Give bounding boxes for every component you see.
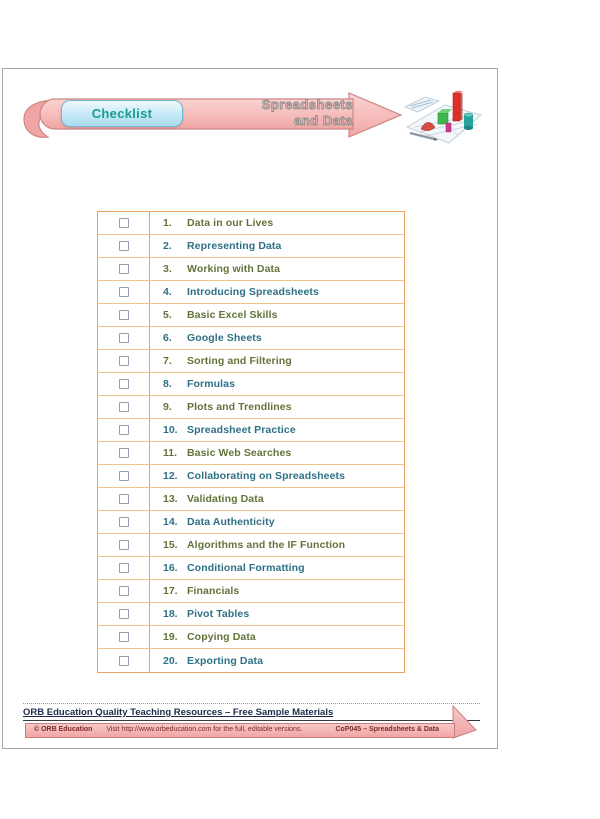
checkbox-cell: [98, 626, 150, 648]
row-text: [150, 281, 404, 303]
row-text: [150, 258, 404, 280]
row-text: [150, 373, 404, 395]
row-label: Plots and Trendlines: [187, 401, 292, 413]
checkbox-cell: [98, 304, 150, 326]
table-row: [98, 350, 404, 373]
row-checkbox[interactable]: [119, 218, 129, 228]
row-number: 16.: [163, 562, 178, 574]
table-row: [98, 419, 404, 442]
banner-title-line1: Spreadsheets: [261, 97, 353, 112]
row-checkbox[interactable]: [119, 494, 129, 504]
row-label: Validating Data: [187, 493, 264, 505]
row-label: Sorting and Filtering: [187, 355, 292, 367]
checkbox-cell: [98, 442, 150, 464]
banner-title-line2: and Data: [294, 113, 353, 128]
checkbox-cell: [98, 488, 150, 510]
table-row: [98, 580, 404, 603]
checkbox-cell: [98, 212, 150, 234]
row-number: 8.: [163, 378, 172, 390]
row-text: [150, 557, 404, 579]
row-checkbox[interactable]: [119, 264, 129, 274]
table-row: [98, 603, 404, 626]
table-row: [98, 626, 404, 649]
row-checkbox[interactable]: [119, 310, 129, 320]
checkbox-cell: [98, 580, 150, 602]
table-row: [98, 557, 404, 580]
table-row: [98, 373, 404, 396]
row-checkbox[interactable]: [119, 402, 129, 412]
table-row: [98, 442, 404, 465]
checkbox-cell: [98, 396, 150, 418]
checkbox-cell: [98, 281, 150, 303]
document-page: [2, 68, 498, 749]
row-text: [150, 304, 404, 326]
row-number: 4.: [163, 286, 172, 298]
row-checkbox[interactable]: [119, 471, 129, 481]
row-number: 11.: [163, 447, 178, 459]
row-text: [150, 442, 404, 464]
checkbox-cell: [98, 419, 150, 441]
checkbox-cell: [98, 557, 150, 579]
row-label: Basic Web Searches: [187, 447, 292, 459]
table-row: [98, 212, 404, 235]
row-number: 15.: [163, 539, 178, 551]
checklist-table: [97, 211, 405, 673]
row-label: Copying Data: [187, 631, 256, 643]
checkbox-cell: [98, 649, 150, 672]
checkbox-cell: [98, 465, 150, 487]
row-text: [150, 649, 404, 672]
checkbox-cell: [98, 350, 150, 372]
footer-heading-text: ORB Education Quality Teaching Resources – Free Sample Materials: [23, 707, 334, 718]
table-row: [98, 649, 404, 672]
checkbox-cell: [98, 603, 150, 625]
row-label: Formulas: [187, 378, 236, 390]
row-label: Working with Data: [187, 263, 281, 275]
checkbox-cell: [98, 373, 150, 395]
row-checkbox[interactable]: [119, 517, 129, 527]
row-checkbox[interactable]: [119, 609, 129, 619]
row-text: [150, 534, 404, 556]
table-row: [98, 258, 404, 281]
row-label: Conditional Formatting: [187, 562, 305, 574]
checklist-button-label: Checklist: [91, 106, 153, 121]
row-text: [150, 511, 404, 533]
row-checkbox[interactable]: [119, 241, 129, 251]
doc-code-text: CoP045 – Spreadsheets & Data: [335, 726, 439, 733]
row-text: [150, 396, 404, 418]
table-row: [98, 327, 404, 350]
row-label: Introducing Spreadsheets: [187, 286, 319, 298]
table-row: [98, 281, 404, 304]
row-number: 7.: [163, 355, 172, 367]
checkbox-cell: [98, 534, 150, 556]
table-row: [98, 534, 404, 557]
row-label: Algorithms and the IF Function: [187, 539, 346, 551]
copyright-text: © ORB Education: [34, 726, 93, 733]
row-checkbox[interactable]: [119, 287, 129, 297]
row-number: 1.: [163, 217, 172, 229]
checklist-button[interactable]: [61, 100, 183, 127]
row-label: Collaborating on Spreadsheets: [187, 470, 346, 482]
row-checkbox[interactable]: [119, 656, 129, 666]
banner-title: [193, 97, 353, 129]
row-label: Representing Data: [187, 240, 282, 252]
row-number: 20.: [163, 654, 178, 667]
table-row: [98, 465, 404, 488]
row-text: [150, 488, 404, 510]
checkbox-cell: [98, 327, 150, 349]
row-checkbox[interactable]: [119, 379, 129, 389]
row-checkbox[interactable]: [119, 356, 129, 366]
row-number: 9.: [163, 401, 172, 413]
table-row: [98, 511, 404, 534]
row-label: Google Sheets: [187, 332, 262, 344]
row-number: 3.: [163, 263, 172, 275]
row-label: Data Authenticity: [187, 516, 275, 528]
row-number: 2.: [163, 240, 172, 252]
table-row: [98, 488, 404, 511]
row-label: Data in our Lives: [187, 217, 274, 229]
dotted-divider: [23, 703, 480, 704]
row-number: 19.: [163, 631, 178, 643]
row-number: 6.: [163, 332, 172, 344]
row-checkbox[interactable]: [119, 448, 129, 458]
row-number: 18.: [163, 608, 178, 620]
row-text: [150, 212, 404, 234]
row-label: Pivot Tables: [187, 608, 250, 620]
row-label: Spreadsheet Practice: [187, 424, 296, 436]
row-number: 13.: [163, 493, 178, 505]
table-row: [98, 235, 404, 258]
row-number: 12.: [163, 470, 178, 482]
row-checkbox[interactable]: [119, 333, 129, 343]
row-checkbox[interactable]: [119, 425, 129, 435]
row-number: 5.: [163, 309, 172, 321]
row-text: [150, 626, 404, 648]
row-number: 14.: [163, 516, 178, 528]
table-row: [98, 304, 404, 327]
checkbox-cell: [98, 235, 150, 257]
row-label: Exporting Data: [187, 654, 264, 667]
row-checkbox[interactable]: [119, 632, 129, 642]
row-text: [150, 419, 404, 441]
row-text: [150, 350, 404, 372]
row-label: Basic Excel Skills: [187, 309, 278, 321]
row-text: [150, 603, 404, 625]
row-text: [150, 465, 404, 487]
visit-text: Visit http://www.orbeducation.com for the full, editable versions.: [106, 726, 303, 733]
row-label: Financials: [187, 585, 240, 597]
chart-clipart-image: [401, 85, 485, 149]
row-text: [150, 327, 404, 349]
row-number: 10.: [163, 424, 178, 436]
row-checkbox[interactable]: [119, 563, 129, 573]
checkbox-cell: [98, 511, 150, 533]
row-checkbox[interactable]: [119, 586, 129, 596]
row-text: [150, 580, 404, 602]
checkbox-cell: [98, 258, 150, 280]
table-row: [98, 396, 404, 419]
row-number: 17.: [163, 585, 178, 597]
row-text: [150, 235, 404, 257]
row-checkbox[interactable]: [119, 540, 129, 550]
